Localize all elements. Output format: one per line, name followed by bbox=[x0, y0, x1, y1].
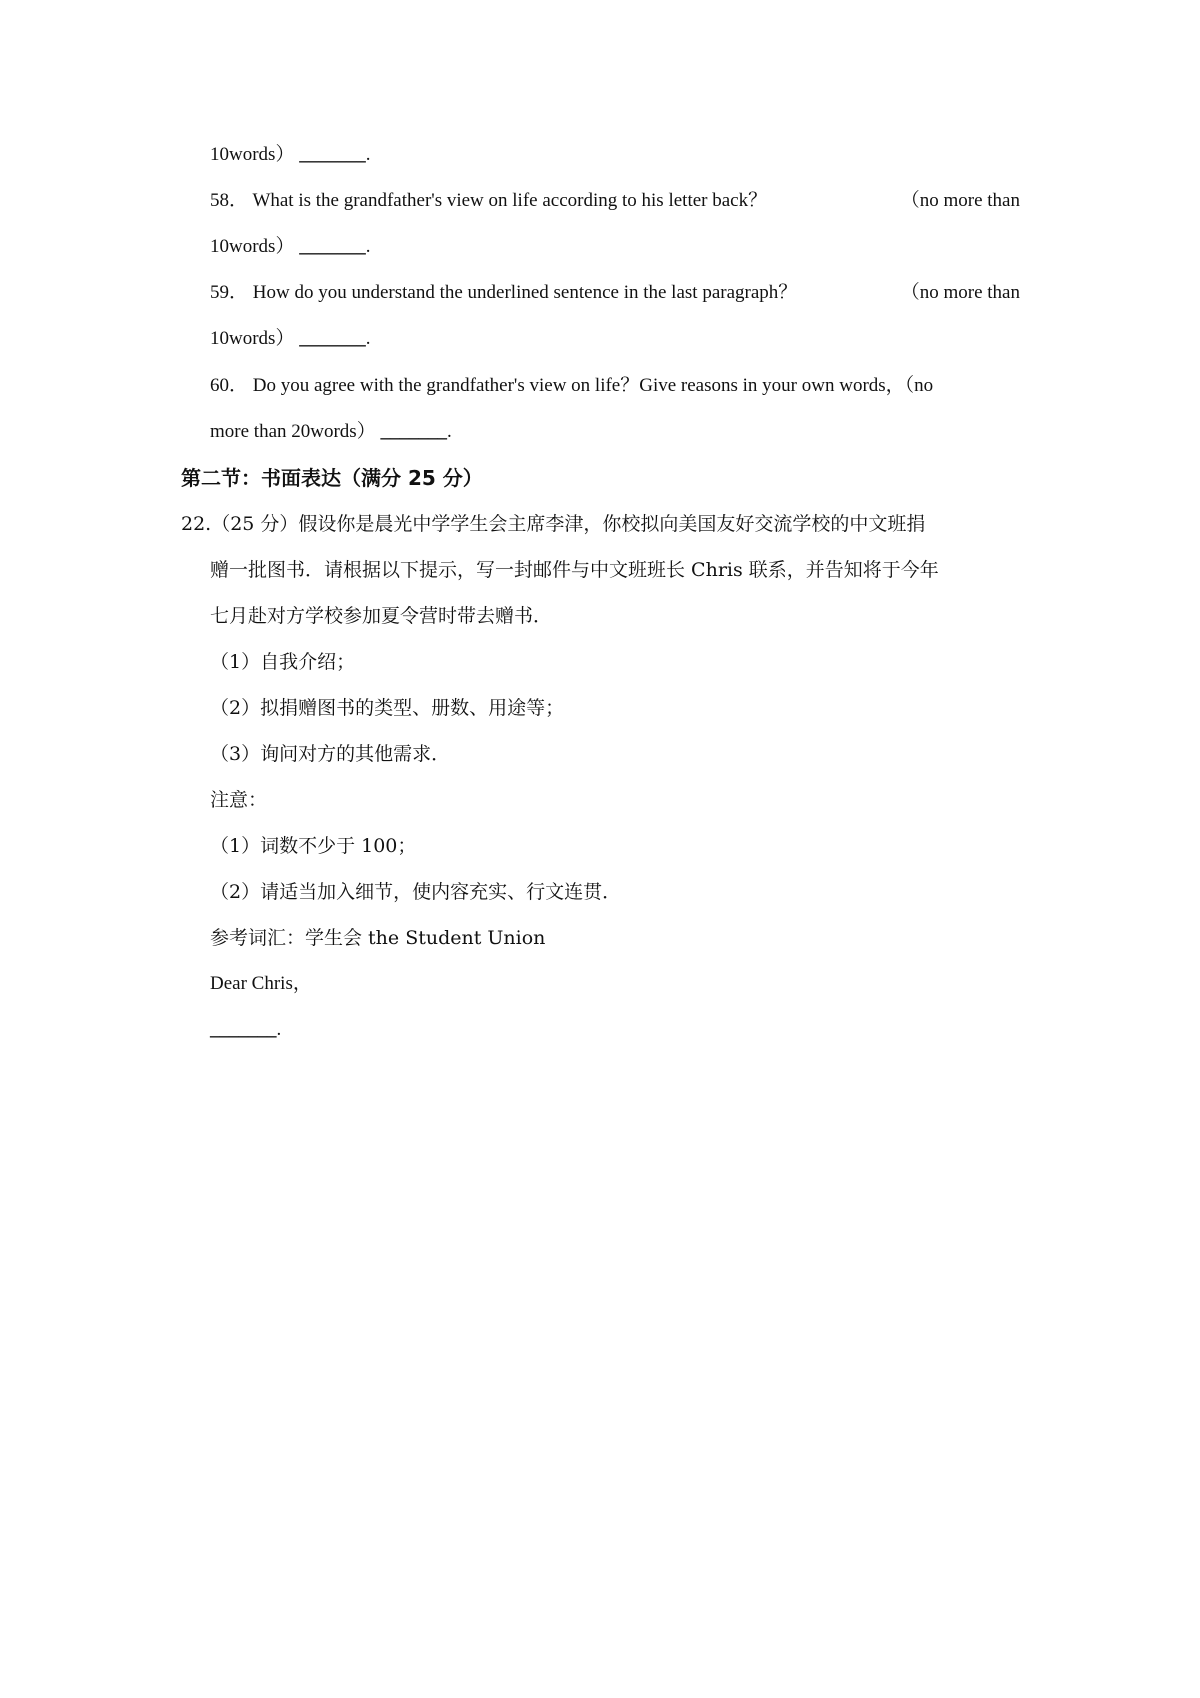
q22-point-1: （1）自我介绍； bbox=[210, 651, 356, 673]
q57-answer-blank[interactable]: _______ bbox=[299, 144, 366, 165]
q59-answer-blank[interactable]: _______ bbox=[299, 328, 366, 349]
q58-end: . bbox=[365, 236, 371, 257]
q57-tail-line bbox=[210, 141, 1020, 169]
q60-line2 bbox=[210, 418, 1020, 446]
q58-line1 bbox=[210, 187, 1020, 215]
q59-tail: 10words） bbox=[210, 328, 295, 349]
q22-point-2: （2）拟捐赠图书的类型、册数、用途等； bbox=[210, 697, 565, 719]
q58-line2 bbox=[210, 233, 1020, 261]
q60-answer-blank[interactable]: _______ bbox=[380, 421, 447, 442]
q22-answer-blank[interactable]: _______ bbox=[210, 1019, 277, 1040]
q22-prompt-line3: 七月赴对方学校参加夏令营时带去赠书． bbox=[210, 605, 553, 627]
q59-end: . bbox=[365, 328, 371, 349]
q22-salutation: Dear Chris， bbox=[210, 973, 312, 994]
q59-text: How do you understand the underlined sentence in the last paragraph？ bbox=[252, 282, 798, 303]
q58-number: 58． bbox=[210, 190, 249, 211]
q59-line1 bbox=[210, 279, 1020, 307]
q59-line2 bbox=[210, 325, 1020, 353]
q59-question bbox=[210, 279, 797, 307]
q22-note-label: 注意： bbox=[210, 789, 268, 811]
q22-vocab: 参考词汇：学生会 the Student Union bbox=[210, 927, 546, 949]
q58-answer-blank[interactable]: _______ bbox=[299, 236, 366, 257]
q59-limit: （no more than bbox=[900, 282, 1020, 303]
q59-number: 59． bbox=[210, 282, 249, 303]
q22-prompt-line1: 22.（25 分）假设你是晨光中学学生会主席李津，你校拟向美国友好交流学校的中文班捐 bbox=[181, 513, 926, 535]
q58-tail: 10words） bbox=[210, 236, 295, 257]
q60-tail: more than 20words） bbox=[210, 421, 376, 442]
q58-text: What is the grandfather's view on life according to his letter back？ bbox=[252, 190, 768, 211]
q58-limit: （no more than bbox=[900, 190, 1020, 211]
q57-tail-text: 10words） bbox=[210, 144, 295, 165]
q57-end: . bbox=[365, 144, 371, 165]
q22-prompt-line2: 赠一批图书．请根据以下提示，写一封邮件与中文班班长 Chris 联系，并告知将于今年 bbox=[210, 559, 939, 581]
q60-line1 bbox=[210, 372, 1020, 400]
q58-question bbox=[210, 187, 767, 215]
section2-heading: 第二节：书面表达（满分 25 分） bbox=[181, 466, 483, 490]
q60-text: Do you agree with the grandfather's view on life？Give reasons in your own words，（no bbox=[252, 375, 934, 396]
q22-note-2: （2）请适当加入细节，使内容充实、行文连贯． bbox=[210, 881, 622, 903]
q60-end: . bbox=[446, 421, 452, 442]
q22-answer-line bbox=[210, 1016, 1020, 1044]
q22-answer-end: . bbox=[276, 1019, 282, 1040]
q22-point-3: （3）询问对方的其他需求． bbox=[210, 743, 451, 765]
q60-number: 60． bbox=[210, 375, 249, 396]
q22-note-1: （1）词数不少于 100； bbox=[210, 835, 417, 857]
